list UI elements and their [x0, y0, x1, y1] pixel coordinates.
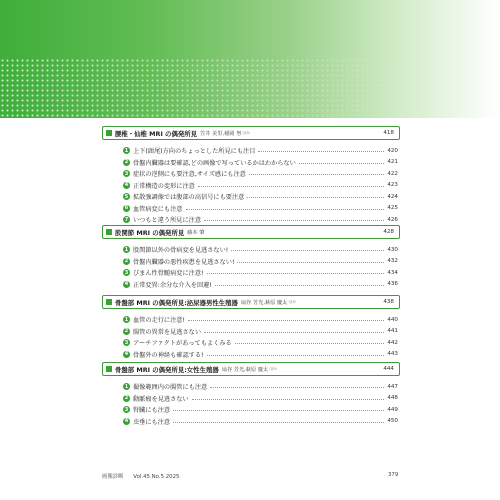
item-number-badge: 3 — [124, 170, 129, 177]
item-text: アーチファクトがあってもよくみる — [133, 340, 232, 348]
item-page: 443 — [387, 351, 398, 358]
leader-dots — [215, 285, 384, 286]
toc-item[interactable] — [123, 314, 398, 326]
item-number-badge: 3 — [124, 269, 129, 276]
toc-item[interactable] — [123, 349, 398, 361]
toc-item[interactable] — [123, 191, 398, 203]
item-page: 424 — [387, 193, 398, 200]
section-title: 骨盤部 MRI の偶発所見:女性生殖器 — [115, 365, 219, 374]
item-page: 422 — [387, 170, 398, 177]
item-text: 骨盤内臓器は要確認,どの画像で写っているかはわからない — [133, 159, 296, 167]
section-items — [102, 145, 400, 226]
toc-item[interactable] — [123, 180, 398, 192]
item-text: 股関節以外の骨病変を見逃さない! — [133, 247, 229, 255]
toc-item[interactable] — [123, 145, 398, 157]
item-page: 442 — [387, 339, 398, 346]
item-text: 血管病変にも注意 — [133, 205, 183, 213]
toc-item[interactable] — [123, 416, 398, 428]
leader-dots — [186, 209, 385, 210]
item-page: 434 — [387, 269, 398, 276]
item-text: 症状の逆側にも要注意,サイズ感にも注意 — [133, 171, 246, 179]
leader-dots — [249, 174, 384, 175]
toc-section — [102, 362, 400, 427]
section-header[interactable] — [102, 362, 400, 376]
leader-dots — [247, 197, 384, 198]
item-number-badge: 1 — [124, 147, 129, 154]
toc-item[interactable] — [123, 256, 398, 268]
item-page: 420 — [387, 147, 398, 154]
item-page: 432 — [387, 258, 398, 265]
item-text: いつもと違う所見に注意 — [133, 217, 202, 225]
toc-section — [102, 295, 400, 360]
toc-section — [102, 126, 400, 226]
toc-item[interactable] — [123, 381, 398, 393]
item-text: 骨盤外の神経も確認する! — [133, 351, 204, 359]
item-number-badge: 2 — [124, 159, 129, 166]
section-author-suffix: ほか — [242, 130, 251, 135]
section-author-suffix: ほか — [288, 299, 297, 304]
item-page: 423 — [387, 182, 398, 189]
item-page: 426 — [387, 216, 398, 223]
item-number-badge: 4 — [124, 281, 129, 288]
section-items — [102, 244, 400, 290]
toc-item[interactable] — [123, 203, 398, 215]
section-title: 腰椎・仙椎 MRI の偶発所見 — [115, 129, 198, 138]
item-text: 上下(頭尾)方向のちょっとした所見にも注目 — [133, 148, 256, 156]
banner-dot-pattern — [0, 58, 420, 118]
section-author: 扇谷 芳光,萩原 慶太 — [240, 299, 288, 306]
section-header[interactable] — [102, 126, 400, 140]
section-marker-icon — [106, 130, 112, 136]
toc-section — [102, 225, 400, 290]
section-page: 428 — [383, 229, 394, 235]
item-number-badge: 4 — [124, 418, 129, 425]
leader-dots — [204, 332, 384, 333]
item-text: 拡散強調像では腹部の高信号にも要注意 — [133, 194, 245, 202]
item-number-badge: 1 — [124, 316, 129, 323]
item-number-badge: 5 — [124, 193, 129, 200]
item-page: 447 — [387, 383, 398, 390]
section-items — [102, 381, 400, 427]
section-title: 骨盤部 MRI の偶発所見:泌尿器男性生殖器 — [115, 298, 238, 307]
item-page: 441 — [387, 328, 398, 335]
item-text: 正常構造の変形に注意 — [133, 182, 195, 190]
item-text: 腸管の異常を見逃さない — [133, 328, 202, 336]
section-title: 股関節 MRI の偶発所見 — [115, 228, 185, 237]
toc-item[interactable] — [123, 279, 398, 291]
toc-item[interactable] — [123, 168, 398, 180]
journal-volume: Vol.45 No.5 2025 — [133, 474, 180, 480]
item-number-badge: 2 — [124, 328, 129, 335]
leader-dots — [207, 355, 385, 356]
item-text: 血管の走行に注意! — [133, 317, 185, 325]
item-page: 425 — [387, 205, 398, 212]
section-author: 藤本 肇 — [187, 229, 205, 236]
item-text: びまん性骨髄病変に注意! — [133, 270, 204, 278]
item-number-badge: 3 — [124, 406, 129, 413]
item-number-badge: 1 — [124, 383, 129, 390]
leader-dots — [173, 422, 384, 423]
toc-item[interactable] — [123, 393, 398, 405]
item-text: 動脈瘤を見逃さない — [133, 395, 189, 403]
section-author: 笠井 美里,稲岡 努 — [200, 130, 242, 137]
item-number-badge: 3 — [124, 339, 129, 346]
item-text: 骨盤内臓器の悪性疾患を見逃さない! — [133, 258, 235, 266]
toc-item[interactable] — [123, 267, 398, 279]
section-page: 418 — [383, 130, 394, 136]
page-number: 379 — [388, 472, 399, 478]
leader-dots — [204, 220, 384, 221]
section-header[interactable] — [102, 225, 400, 239]
item-text: 撮像範囲内の腸管にも注意 — [133, 384, 208, 392]
item-number-badge: 2 — [124, 395, 129, 402]
leader-dots — [299, 163, 384, 164]
item-number-badge: 6 — [124, 205, 129, 212]
item-text: 虫垂にも注意 — [133, 418, 171, 426]
section-header[interactable] — [102, 295, 400, 309]
section-page: 438 — [383, 299, 394, 305]
leader-dots — [210, 387, 384, 388]
toc-item[interactable] — [123, 214, 398, 226]
item-number-badge: 2 — [124, 258, 129, 265]
toc-item[interactable] — [123, 404, 398, 416]
item-text: 正常変異:余分な介入を回避! — [133, 281, 212, 289]
toc-item[interactable] — [123, 326, 398, 338]
toc-item[interactable] — [123, 244, 398, 256]
leader-dots — [188, 320, 384, 321]
leader-dots — [235, 343, 385, 344]
leader-dots — [198, 186, 384, 187]
leader-dots — [207, 273, 385, 274]
item-number-badge: 4 — [124, 351, 129, 358]
leader-dots — [173, 410, 384, 411]
leader-dots — [258, 151, 384, 152]
section-items — [102, 314, 400, 360]
item-number-badge: 4 — [124, 182, 129, 189]
section-marker-icon — [106, 299, 112, 305]
item-page: 436 — [387, 281, 398, 288]
item-number-badge: 7 — [124, 216, 129, 223]
item-page: 450 — [387, 418, 398, 425]
item-page: 448 — [387, 395, 398, 402]
toc-item[interactable] — [123, 337, 398, 349]
item-number-badge: 1 — [124, 246, 129, 253]
item-page: 421 — [387, 159, 398, 166]
leader-dots — [231, 250, 384, 251]
item-page: 430 — [387, 246, 398, 253]
section-author: 扇谷 芳光,萩原 慶太 — [221, 366, 269, 373]
footer-journal — [102, 472, 179, 480]
section-author-suffix: ほか — [269, 366, 278, 371]
item-text: 腎臓にも注意 — [133, 407, 171, 415]
item-page: 449 — [387, 406, 398, 413]
section-marker-icon — [106, 229, 112, 235]
header-banner — [0, 0, 500, 118]
item-page: 440 — [387, 316, 398, 323]
toc-item[interactable] — [123, 157, 398, 169]
section-page: 444 — [383, 366, 394, 372]
section-marker-icon — [106, 366, 112, 372]
journal-name: 画像診断 — [102, 474, 124, 480]
leader-dots — [237, 262, 384, 263]
leader-dots — [192, 399, 385, 400]
